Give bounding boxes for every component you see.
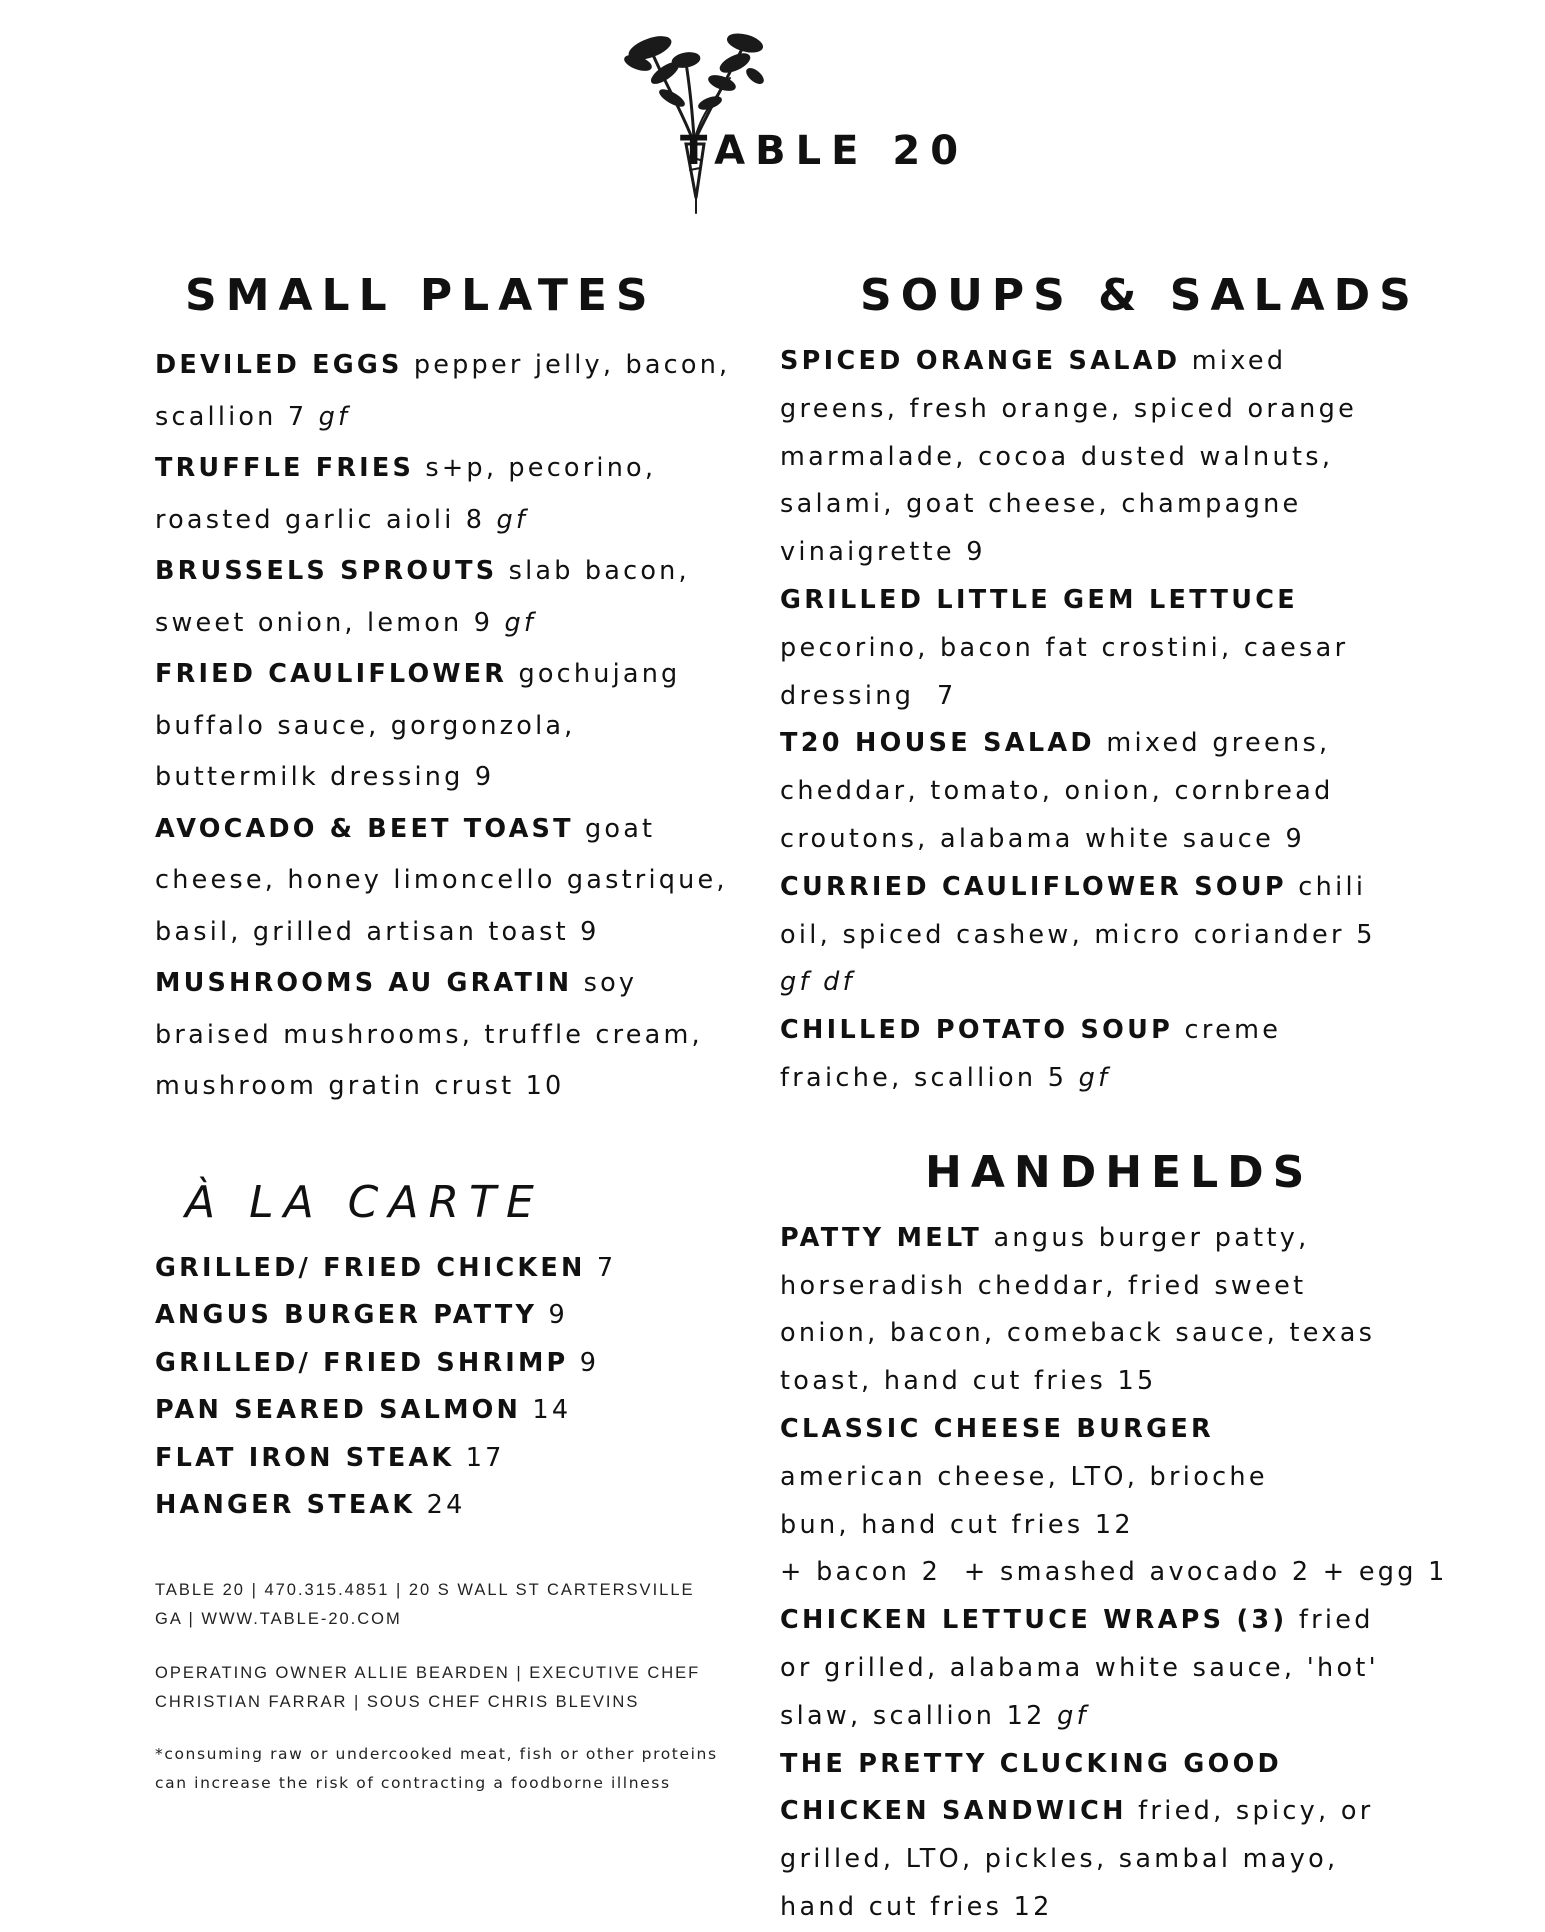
menu-item <box>155 340 735 443</box>
footer <box>155 1576 725 1797</box>
item-tag: gf <box>1078 1062 1111 1093</box>
item-desc: chili oil, spiced cashew, micro coriander 5 <box>780 871 1376 950</box>
item-desc: fried or grilled, alabama white sauce, 'hot' slaw, scallion 12 <box>780 1605 1379 1731</box>
item-desc: slab bacon, sweet onion, lemon 9 <box>155 556 690 638</box>
menu-item <box>780 1597 1400 1740</box>
right-column <box>780 268 1448 1932</box>
item-desc: creme fraiche, scallion 5 <box>780 1015 1282 1093</box>
item-price: 14 <box>532 1395 572 1426</box>
item-name: T20 HOUSE SALAD <box>780 728 1095 759</box>
item-desc: pecorino, bacon fat crostini, caesar dressing 7 <box>780 632 1360 711</box>
menu-item <box>780 1007 1400 1103</box>
item-tag: gf <box>318 401 351 432</box>
footer-disclaimer: *consuming raw or undercooked meat, fish or other proteins can increase the risk of contracting a foodborne illness <box>155 1745 718 1792</box>
menu-item <box>155 958 735 1113</box>
item-tag: gf <box>1057 1700 1089 1731</box>
menu-item <box>780 864 1400 1007</box>
menu-item <box>780 1741 1400 1932</box>
item-desc: american cheese, LTO, brioche bun, hand cut fries 12 <box>780 1461 1268 1540</box>
footer-contact: TABLE 20 | 470.315.4851 | 20 S WALL ST CARTERSVILLE GA | WWW.TABLE-20.COM <box>155 1581 695 1628</box>
item-name: DEVILED EGGS <box>155 350 403 380</box>
menu-item <box>155 1340 755 1388</box>
a-la-carte-list <box>155 1245 755 1531</box>
menu-item <box>155 1435 755 1483</box>
item-name: TRUFFLE FRIES <box>155 453 415 483</box>
left-column <box>155 268 755 1797</box>
item-desc: s+p, pecorino, roasted garlic aioli 8 <box>155 453 657 535</box>
item-name: CHICKEN LETTUCE WRAPS (3) <box>780 1605 1288 1636</box>
item-desc: fried, spicy, or grilled, LTO, pickles, sambal mayo, hand cut fries 12 <box>780 1796 1374 1922</box>
menu-item <box>155 443 735 546</box>
item-name: ANGUS BURGER PATTY <box>155 1300 538 1331</box>
item-name: BRUSSELS SPROUTS <box>155 556 498 586</box>
item-name: GRILLED/ FRIED CHICKEN <box>155 1252 586 1283</box>
menu-item <box>155 546 735 649</box>
menu-item <box>780 1406 1448 1597</box>
menu-item <box>155 1482 755 1530</box>
item-desc: goat cheese, honey limoncello gastrique, basil, grilled artisan toast 9 <box>155 813 728 947</box>
handhelds-list <box>780 1215 1448 1932</box>
menu-item <box>155 1245 755 1293</box>
item-desc: gochujang buffalo sauce, gorgonzola, buttermilk dressing 9 <box>155 659 681 792</box>
item-name: PAN SEARED SALMON <box>155 1395 522 1426</box>
handhelds-heading: HANDHELDS <box>925 1146 1314 1198</box>
menu-item <box>155 804 735 959</box>
small-plates-list <box>155 340 735 1113</box>
menu-item <box>155 649 735 804</box>
menu-item <box>155 1387 755 1435</box>
menu-item <box>780 1215 1400 1406</box>
item-price: 9 <box>548 1300 568 1331</box>
item-tag: gf df <box>780 967 855 998</box>
item-price: 24 <box>426 1490 466 1521</box>
item-name: FLAT IRON STEAK <box>155 1442 455 1473</box>
small-plates-heading: SMALL PLATES <box>185 270 657 321</box>
item-name: MUSHROOMS AU GRATIN <box>155 968 573 998</box>
item-tag: gf <box>496 504 529 535</box>
menu-item <box>780 577 1400 720</box>
item-desc: soy braised mushrooms, truffle cream, mushroom gratin crust 10 <box>155 968 703 1101</box>
item-addons: + bacon 2 + smashed avocado 2 + egg 1 <box>780 1557 1448 1588</box>
item-name: PATTY MELT <box>780 1222 983 1253</box>
soups-salads-heading: SOUPS & SALADS <box>860 270 1420 321</box>
menu-item <box>780 720 1400 863</box>
item-price: 17 <box>465 1442 505 1473</box>
item-name: GRILLED LITTLE GEM LETTUCE <box>780 584 1298 615</box>
logo-wordmark: TABLE 20 <box>680 128 969 174</box>
item-name: CHILLED POTATO SOUP <box>780 1015 1174 1046</box>
item-desc: mixed greens, fresh orange, spiced orange marmalade, cocoa dusted walnuts, salami, goat cheese, champagne vinaigrette 9 <box>780 346 1358 568</box>
item-name: AVOCADO & BEET TOAST <box>155 813 574 844</box>
item-name: HANGER STEAK <box>155 1490 416 1521</box>
item-price: 7 <box>596 1252 617 1283</box>
item-desc: pepper jelly, bacon, scallion 7 <box>155 350 731 432</box>
item-desc: angus burger patty, horseradish cheddar, fried sweet onion, bacon, comeback sauce, texas toast, hand cut fries 15 <box>780 1222 1376 1397</box>
item-tag: gf <box>504 607 537 638</box>
a-la-carte-heading: À LA CARTE <box>185 1176 544 1228</box>
menu-item <box>780 338 1400 577</box>
menu-item <box>155 1292 755 1340</box>
item-name: FRIED CAULIFLOWER <box>155 659 508 689</box>
item-desc: mixed greens, cheddar, tomato, onion, cornbread croutons, alabama white sauce 9 <box>780 728 1334 854</box>
item-name: CLASSIC CHEESE BURGER <box>780 1413 1214 1444</box>
item-name: SPICED ORANGE SALAD <box>780 346 1181 376</box>
item-price: 9 <box>579 1347 600 1378</box>
item-name: CURRIED CAULIFLOWER SOUP <box>780 871 1287 902</box>
item-name: THE PRETTY CLUCKING GOOD CHICKEN SANDWICH <box>780 1748 1283 1827</box>
item-name: GRILLED/ FRIED SHRIMP <box>155 1347 569 1378</box>
footer-staff: OPERATING OWNER ALLIE BEARDEN | EXECUTIVE CHEF CHRISTIAN FARRAR | SOUS CHEF CHRIS BLEVINS <box>155 1664 701 1711</box>
carrot-logo-icon <box>620 28 920 218</box>
soups-salads-list <box>780 338 1400 1103</box>
